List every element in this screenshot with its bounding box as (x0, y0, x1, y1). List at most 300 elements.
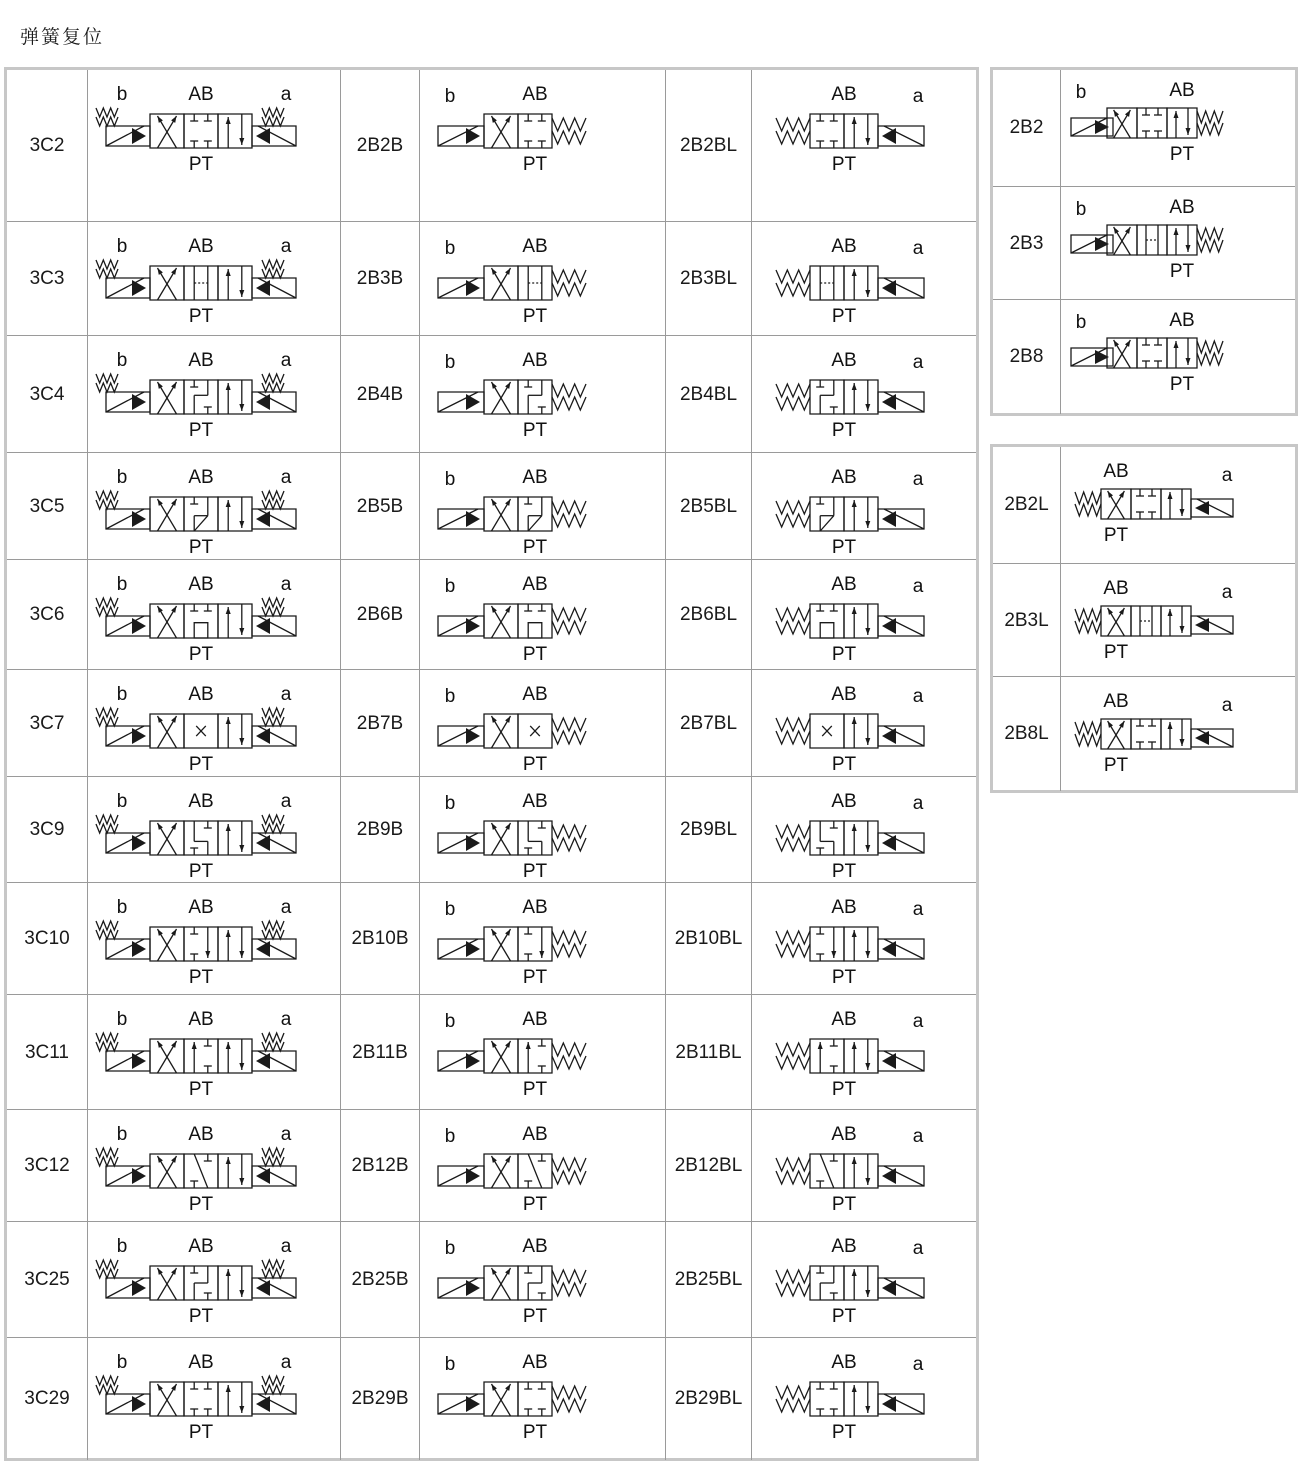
port-label-ab: AB (1103, 578, 1129, 599)
table-row (7, 882, 976, 995)
valve-symbol-graphic (420, 777, 665, 883)
table-row (993, 676, 1295, 791)
port-label-b: b (1075, 312, 1087, 333)
port-label-a: a (912, 238, 924, 259)
port-label-pt: PT (831, 1422, 857, 1443)
port-label-pt: PT (831, 967, 857, 988)
port-label-pt: PT (1169, 144, 1195, 165)
model-code (665, 1110, 751, 1222)
model-code-text: 3C5 (29, 495, 65, 517)
valve-symbol-graphic (420, 222, 665, 336)
port-label-a: a (912, 793, 924, 814)
port-label-ab: AB (831, 574, 857, 595)
model-code-text: 2B2BL (679, 134, 738, 156)
table-row (993, 299, 1295, 414)
model-code (7, 1110, 87, 1222)
model-code (340, 777, 419, 883)
port-label-b: b (116, 1352, 128, 1373)
model-code-text: 3C2 (29, 134, 65, 156)
valve-symbol (87, 1110, 340, 1222)
port-label-b: b (444, 899, 456, 920)
model-code-text: 3C25 (24, 1269, 70, 1290)
valve-symbol (87, 883, 340, 995)
valve-symbol (751, 70, 976, 221)
port-label-b: b (444, 238, 456, 259)
valve-symbol-graphic (420, 70, 665, 221)
port-label-ab: AB (188, 1352, 214, 1373)
model-code (993, 677, 1060, 791)
port-label-a: a (1221, 695, 1233, 716)
valve-symbol-graphic (752, 453, 976, 560)
model-code-text: 3C10 (24, 928, 70, 949)
port-label-b: b (444, 793, 456, 814)
valve-symbol (419, 453, 665, 560)
port-label-a: a (280, 574, 292, 595)
model-code (340, 336, 419, 453)
model-code-text: 2B5BL (679, 495, 738, 517)
table-row (993, 186, 1295, 300)
port-label-ab: AB (188, 236, 214, 257)
valve-symbol-graphic (420, 995, 665, 1110)
model-code-text: 2B2B (356, 134, 404, 156)
model-code-text: 2B12B (351, 1155, 409, 1176)
model-code-text: 3C12 (24, 1155, 70, 1176)
valve-symbol (87, 222, 340, 336)
port-label-a: a (280, 84, 292, 105)
port-label-b: b (116, 791, 128, 812)
model-code (993, 447, 1060, 563)
port-label-pt: PT (522, 754, 548, 775)
valve-symbol (87, 777, 340, 883)
model-code (340, 70, 419, 221)
main-table (4, 67, 979, 1461)
model-code (993, 70, 1060, 186)
valve-symbol (419, 883, 665, 995)
valve-symbol (1060, 70, 1295, 186)
port-label-ab: AB (831, 1236, 857, 1257)
port-label-b: b (116, 684, 128, 705)
model-code (7, 560, 87, 670)
model-code (665, 883, 751, 995)
model-code-text: 2B8L (1004, 723, 1049, 744)
port-label-pt: PT (188, 537, 214, 558)
port-label-ab: AB (188, 574, 214, 595)
valve-symbol (751, 670, 976, 777)
model-code (7, 1338, 87, 1460)
model-code (7, 777, 87, 883)
valve-symbol-graphic (752, 70, 976, 221)
table-row (7, 1109, 976, 1222)
port-label-pt: PT (188, 1306, 214, 1327)
valve-symbol-graphic (88, 1110, 340, 1222)
port-label-ab: AB (522, 467, 548, 488)
port-label-ab: AB (522, 1124, 548, 1145)
port-label-pt: PT (831, 420, 857, 441)
port-label-ab: AB (831, 350, 857, 371)
port-label-pt: PT (188, 754, 214, 775)
valve-symbol (419, 1338, 665, 1460)
model-code-text: 2B25BL (674, 1269, 743, 1290)
port-label-a: a (912, 1011, 924, 1032)
port-label-ab: AB (188, 467, 214, 488)
table-row (993, 447, 1295, 563)
port-label-ab: AB (188, 791, 214, 812)
port-label-a: a (1221, 465, 1233, 486)
valve-symbol (751, 336, 976, 453)
valve-symbol (1060, 564, 1295, 677)
port-label-ab: AB (522, 897, 548, 918)
port-label-ab: AB (188, 84, 214, 105)
model-code (993, 187, 1060, 300)
model-code-text: 3C29 (24, 1388, 70, 1409)
port-label-a: a (280, 1236, 292, 1257)
port-label-a: a (280, 350, 292, 371)
table-row (7, 1337, 976, 1460)
port-label-b: b (444, 352, 456, 373)
port-label-a: a (912, 469, 924, 490)
valve-symbol-graphic (752, 336, 976, 453)
valve-symbol-graphic (88, 670, 340, 777)
model-code (340, 883, 419, 995)
port-label-pt: PT (522, 861, 548, 882)
model-code (340, 995, 419, 1110)
model-code-text: 2B4BL (679, 383, 738, 405)
valve-symbol-graphic (88, 70, 340, 221)
port-label-pt: PT (831, 861, 857, 882)
port-label-ab: AB (831, 897, 857, 918)
port-label-ab: AB (831, 791, 857, 812)
port-label-a: a (280, 1352, 292, 1373)
port-label-b: b (444, 686, 456, 707)
valve-symbol (87, 1222, 340, 1338)
model-code (340, 222, 419, 336)
valve-symbol (751, 560, 976, 670)
port-label-ab: AB (522, 236, 548, 257)
port-label-a: a (280, 236, 292, 257)
port-label-ab: AB (831, 684, 857, 705)
valve-symbol-graphic (420, 336, 665, 453)
model-code-text: 2B3BL (679, 268, 738, 289)
model-code-text: 2B6BL (679, 604, 738, 625)
model-code-text: 2B6B (356, 604, 404, 625)
model-code-text: 2B11B (352, 1041, 408, 1063)
model-code-text: 3C9 (29, 819, 65, 840)
valve-symbol (419, 995, 665, 1110)
valve-symbol-graphic (88, 883, 340, 995)
port-label-pt: PT (522, 306, 548, 327)
model-code-text: 2B9B (356, 819, 404, 840)
valve-symbol (1060, 300, 1295, 414)
table-row (993, 563, 1295, 677)
port-label-b: b (444, 469, 456, 490)
valve-symbol (419, 1110, 665, 1222)
port-label-a: a (280, 1124, 292, 1145)
port-label-pt: PT (188, 1422, 214, 1443)
valve-symbol (419, 336, 665, 453)
port-label-a: a (912, 1354, 924, 1375)
valve-symbol-graphic (1061, 300, 1295, 414)
port-label-b: b (116, 574, 128, 595)
port-label-pt: PT (1169, 374, 1195, 395)
port-label-ab: AB (1103, 461, 1129, 482)
port-label-a: a (912, 352, 924, 373)
port-label-a: a (912, 686, 924, 707)
model-code (665, 222, 751, 336)
port-label-pt: PT (522, 1306, 548, 1327)
model-code-text: 2B12BL (674, 1155, 743, 1176)
valve-symbol-graphic (420, 883, 665, 995)
port-label-pt: PT (1169, 261, 1195, 282)
port-label-pt: PT (831, 154, 857, 175)
port-label-pt: PT (188, 644, 214, 665)
port-label-a: a (280, 684, 292, 705)
model-code (7, 883, 87, 995)
port-label-a: a (280, 897, 292, 918)
port-label-ab: AB (188, 1124, 214, 1145)
valve-symbol-graphic (420, 453, 665, 560)
model-code-text: 2B11BL (675, 1041, 742, 1063)
port-label-ab: AB (188, 1236, 214, 1257)
valve-symbol-graphic (88, 1222, 340, 1338)
valve-symbol (419, 560, 665, 670)
port-label-a: a (1221, 582, 1233, 603)
table-row (7, 559, 976, 670)
table-row (7, 994, 976, 1110)
valve-symbol (751, 453, 976, 560)
port-label-a: a (912, 576, 924, 597)
port-label-pt: PT (1103, 525, 1129, 546)
port-label-pt: PT (522, 537, 548, 558)
port-label-ab: AB (188, 1009, 214, 1030)
port-label-b: b (116, 1236, 128, 1257)
side-table-2b (990, 67, 1298, 416)
port-label-pt: PT (522, 1422, 548, 1443)
valve-symbol-graphic (88, 995, 340, 1110)
port-label-pt: PT (831, 754, 857, 775)
valve-symbol-graphic (1061, 677, 1295, 791)
port-label-pt: PT (188, 967, 214, 988)
model-code (665, 1222, 751, 1338)
model-code (7, 336, 87, 453)
valve-symbol-graphic (752, 1110, 976, 1222)
model-code (7, 222, 87, 336)
port-label-ab: AB (831, 236, 857, 257)
valve-symbol-graphic (88, 1338, 340, 1460)
valve-symbol (87, 336, 340, 453)
model-code-text: 2B8 (1009, 346, 1044, 367)
model-code (665, 453, 751, 560)
port-label-ab: AB (831, 1124, 857, 1145)
port-label-ab: AB (522, 791, 548, 812)
valve-symbol (87, 70, 340, 221)
port-label-b: b (444, 576, 456, 597)
table-row (7, 776, 976, 883)
table-row (7, 1221, 976, 1338)
port-label-b: b (444, 1238, 456, 1259)
port-label-ab: AB (188, 350, 214, 371)
valve-symbol (87, 995, 340, 1110)
port-label-b: b (116, 467, 128, 488)
port-label-a: a (280, 791, 292, 812)
valve-symbol-graphic (420, 670, 665, 777)
port-label-a: a (280, 1009, 292, 1030)
model-code (665, 995, 751, 1110)
model-code (7, 995, 87, 1110)
valve-symbol (419, 670, 665, 777)
valve-symbol-graphic (420, 1222, 665, 1338)
port-label-pt: PT (831, 306, 857, 327)
port-label-b: b (116, 236, 128, 257)
model-code-text: 2B29B (351, 1388, 409, 1409)
valve-symbol-graphic (420, 560, 665, 670)
port-label-ab: AB (522, 574, 548, 595)
model-code-text: 3C6 (29, 604, 65, 625)
model-code-text: 2B3 (1009, 232, 1044, 254)
model-code (7, 70, 87, 221)
valve-symbol (87, 1338, 340, 1460)
model-code (665, 670, 751, 777)
port-label-pt: PT (188, 861, 214, 882)
valve-symbol-graphic (752, 670, 976, 777)
port-label-pt: PT (522, 644, 548, 665)
valve-symbol (87, 453, 340, 560)
model-code (993, 300, 1060, 414)
model-code (665, 70, 751, 221)
valve-symbol-graphic (752, 883, 976, 995)
model-code-text: 2B2 (1009, 117, 1044, 138)
port-label-ab: AB (522, 684, 548, 705)
model-code (7, 670, 87, 777)
model-code-text: 3C7 (29, 712, 65, 734)
valve-symbol-graphic (88, 777, 340, 883)
port-label-pt: PT (831, 1306, 857, 1327)
model-code (7, 1222, 87, 1338)
model-code-text: 3C3 (29, 268, 65, 289)
valve-symbol (1060, 447, 1295, 563)
valve-symbol-graphic (88, 560, 340, 670)
port-label-ab: AB (188, 897, 214, 918)
table-row (993, 70, 1295, 186)
port-label-ab: AB (522, 1236, 548, 1257)
model-code (340, 1110, 419, 1222)
port-label-a: a (280, 467, 292, 488)
port-label-ab: AB (1169, 310, 1195, 331)
port-label-pt: PT (188, 154, 214, 175)
valve-symbol-graphic (752, 222, 976, 336)
valve-symbol-graphic (88, 222, 340, 336)
port-label-pt: PT (188, 1194, 214, 1215)
model-code-text: 2B7BL (679, 712, 738, 734)
port-label-b: b (1075, 199, 1087, 220)
port-label-a: a (912, 1238, 924, 1259)
table-row (7, 452, 976, 560)
valve-symbol-graphic (1061, 564, 1295, 677)
valve-symbol (751, 1338, 976, 1460)
port-label-pt: PT (831, 644, 857, 665)
port-label-pt: PT (188, 306, 214, 327)
valve-symbol-graphic (1061, 447, 1295, 563)
port-label-b: b (116, 1009, 128, 1030)
table-row (7, 221, 976, 336)
valve-symbol-graphic (420, 1338, 665, 1460)
valve-symbol (751, 1110, 976, 1222)
port-label-pt: PT (522, 420, 548, 441)
valve-symbol (419, 222, 665, 336)
model-code (340, 1222, 419, 1338)
port-label-b: b (116, 897, 128, 918)
valve-symbol (751, 777, 976, 883)
model-code-text: 3C11 (24, 1041, 69, 1063)
port-label-pt: PT (188, 1079, 214, 1100)
model-code (993, 564, 1060, 677)
valve-symbol (751, 222, 976, 336)
port-label-pt: PT (522, 1079, 548, 1100)
model-code (340, 670, 419, 777)
port-label-pt: PT (522, 967, 548, 988)
valve-symbol-graphic (1061, 70, 1295, 186)
port-label-ab: AB (522, 84, 548, 105)
port-label-pt: PT (522, 154, 548, 175)
model-code (7, 453, 87, 560)
table-row (7, 669, 976, 777)
valve-symbol (87, 670, 340, 777)
port-label-ab: AB (831, 1352, 857, 1373)
port-label-pt: PT (188, 420, 214, 441)
port-label-b: b (116, 1124, 128, 1145)
port-label-a: a (912, 1126, 924, 1147)
model-code (340, 1338, 419, 1460)
model-code (665, 1338, 751, 1460)
model-code-text: 2B4B (356, 383, 404, 405)
table-row (7, 70, 976, 221)
port-label-b: b (444, 1354, 456, 1375)
model-code-text: 2B9BL (679, 819, 738, 840)
port-label-pt: PT (1103, 642, 1129, 663)
model-code-text: 2B25B (351, 1269, 409, 1290)
port-label-pt: PT (1103, 755, 1129, 776)
port-label-ab: AB (522, 350, 548, 371)
model-code (665, 777, 751, 883)
port-label-pt: PT (831, 1194, 857, 1215)
side-table-2bl (990, 444, 1298, 793)
valve-symbol (419, 1222, 665, 1338)
port-label-pt: PT (831, 537, 857, 558)
valve-symbol (419, 70, 665, 221)
model-code-text: 2B5B (356, 495, 404, 517)
model-code-text: 2B29BL (674, 1388, 743, 1409)
valve-symbol (751, 995, 976, 1110)
model-code-text: 2B3B (356, 268, 404, 289)
port-label-b: b (116, 350, 128, 371)
valve-symbol-graphic (752, 995, 976, 1110)
model-code-text: 2B3L (1004, 609, 1049, 631)
port-label-a: a (912, 86, 924, 107)
valve-symbol (1060, 187, 1295, 300)
port-label-ab: AB (1169, 80, 1195, 101)
table-row (7, 335, 976, 453)
model-code-text: 2B10BL (674, 928, 743, 949)
port-label-b: b (1075, 82, 1087, 103)
model-code-text: 2B2L (1004, 494, 1049, 515)
port-label-b: b (444, 1011, 456, 1032)
model-code-text: 2B10B (351, 928, 409, 949)
port-label-b: b (444, 86, 456, 107)
port-label-pt: PT (522, 1194, 548, 1215)
port-label-ab: AB (522, 1009, 548, 1030)
port-label-ab: AB (1169, 197, 1195, 218)
port-label-ab: AB (1103, 691, 1129, 712)
port-label-b: b (116, 84, 128, 105)
